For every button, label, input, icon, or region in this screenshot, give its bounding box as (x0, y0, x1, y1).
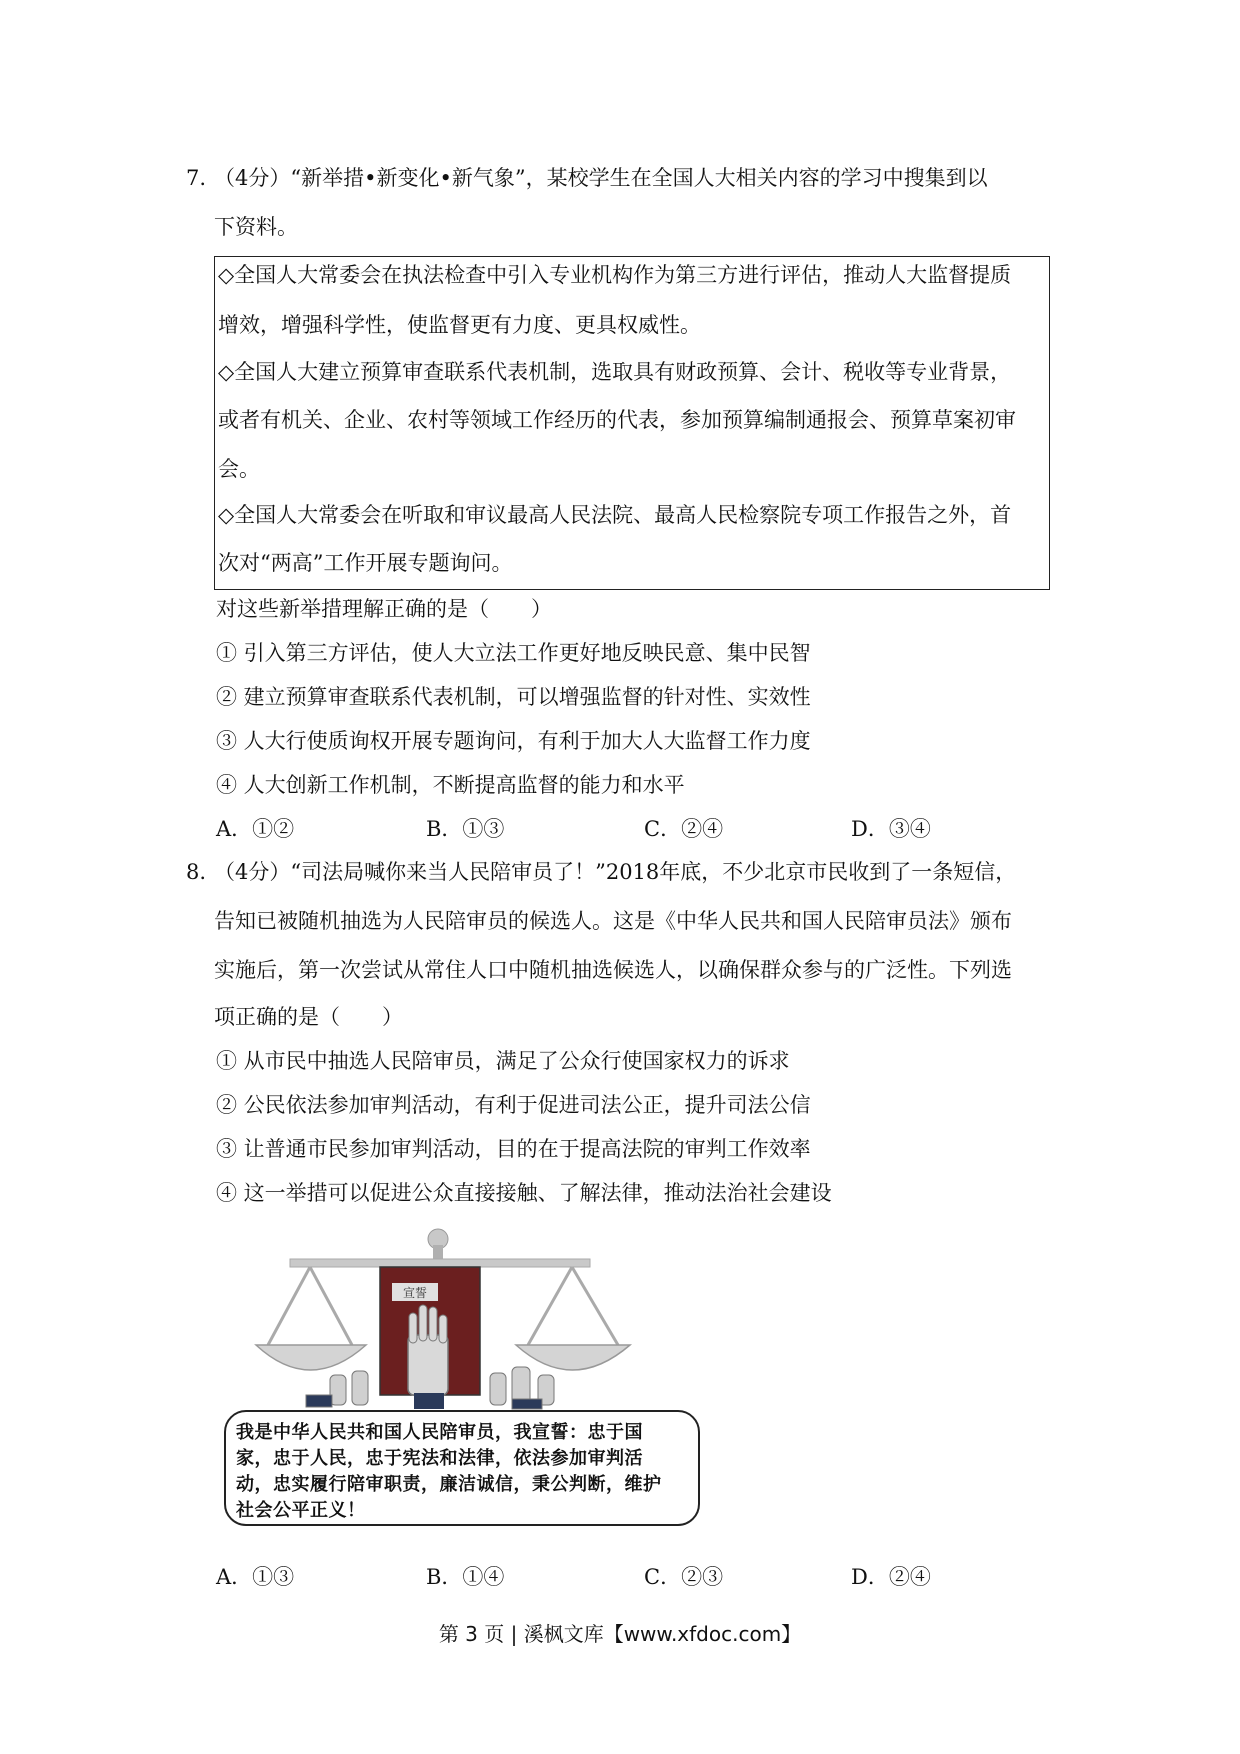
q7-stem-line2: 下资料。 (214, 215, 298, 239)
q7-material-line: 增效，增强科学性，使监督更有力度、更具权威性。 (218, 313, 701, 337)
q8-option-b[interactable]: B．①④ (426, 1565, 505, 1589)
q7-number: 7. (186, 166, 207, 190)
q8-option-a[interactable]: A．①③ (216, 1565, 295, 1589)
oath-speech-bubble (224, 1410, 700, 1526)
q8-statement: ④ 这一举措可以促进公众直接接触、了解法律，推动法治社会建设 (216, 1181, 832, 1205)
q7-stem-line1: （4分）“新举措•新变化•新气象”，某校学生在全国人大相关内容的学习中搜集到以 (214, 166, 988, 190)
q8-option-c[interactable]: C．②③ (644, 1565, 724, 1589)
q8-statement: ③ 让普通市民参加审判活动，目的在于提高法院的审判工作效率 (216, 1137, 811, 1161)
oath-text-line: 社会公平正义！ (236, 1500, 366, 1521)
q8-option-d[interactable]: D．②④ (851, 1565, 931, 1589)
q7-option-d[interactable]: D．③④ (851, 817, 931, 841)
q7-material-line: ◇全国人大常委会在执法检查中引入专业机构作为第三方进行评估，推动人大监督提质 (218, 263, 1012, 287)
q7-material-line: 会。 (218, 457, 260, 481)
q7-question: 对这些新举措理解正确的是（ ） (216, 597, 552, 621)
q7-option-c[interactable]: C．②④ (644, 817, 724, 841)
q7-material-line: 次对“两高”工作开展专题询问。 (218, 551, 513, 575)
q7-statement: ① 引入第三方评估，使人大立法工作更好地反映民意、集中民智 (216, 641, 811, 665)
q7-material-line: ◇全国人大常委会在听取和审议最高人民法院、最高人民检察院专项工作报告之外，首 (218, 503, 1012, 527)
q8-stem-line: 项正确的是（ ） (214, 1005, 403, 1029)
page-footer: 第 3 页 | 溪枫文库【www.xfdoc.com】 (438, 1622, 802, 1646)
q7-material-line: ◇全国人大建立预算审查联系代表机制，选取具有财政预算、会计、税收等专业背景， (218, 360, 1012, 384)
oath-text-line: 家，忠于人民，忠于宪法和法律，依法参加审判活 (236, 1448, 643, 1469)
oath-text-line: 我是中华人民共和国人民陪审员，我宣誓：忠于国 (236, 1422, 643, 1443)
q8-stem-line: 告知已被随机抽选为人民陪审员的候选人。这是《中华人民共和国人民陪审员法》颁布 (214, 909, 1012, 933)
q7-option-b[interactable]: B．①③ (426, 817, 505, 841)
oath-text-line: 动，忠实履行陪审职责，廉洁诚信，秉公判断，维护 (236, 1474, 662, 1495)
q8-stem-line: （4分）“司法局喊你来当人民陪审员了！”2018年底，不少北京市民收到了一条短信， (214, 860, 1017, 884)
oath-book-label: 宣誓 (402, 1286, 428, 1300)
q7-statement: ④ 人大创新工作机制，不断提高监督的能力和水平 (216, 773, 685, 797)
q7-statement: ② 建立预算审查联系代表机制，可以增强监督的针对性、实效性 (216, 685, 811, 709)
q7-material-line: 或者有机关、企业、农村等领域工作经历的代表，参加预算编制通报会、预算草案初审 (218, 408, 1016, 432)
q8-statement: ① 从市民中抽选人民陪审员，满足了公众行使国家权力的诉求 (216, 1049, 790, 1073)
q8-statement: ② 公民依法参加审判活动，有利于促进司法公正，提升司法公信 (216, 1093, 811, 1117)
q8-number: 8. (186, 860, 207, 884)
q7-statement: ③ 人大行使质询权开展专题询问，有利于加大人大监督工作力度 (216, 729, 811, 753)
q8-stem-line: 实施后，第一次尝试从常住人口中随机抽选候选人，以确保群众参与的广泛性。下列选 (214, 958, 1012, 982)
q7-option-a[interactable]: A．①② (216, 817, 295, 841)
